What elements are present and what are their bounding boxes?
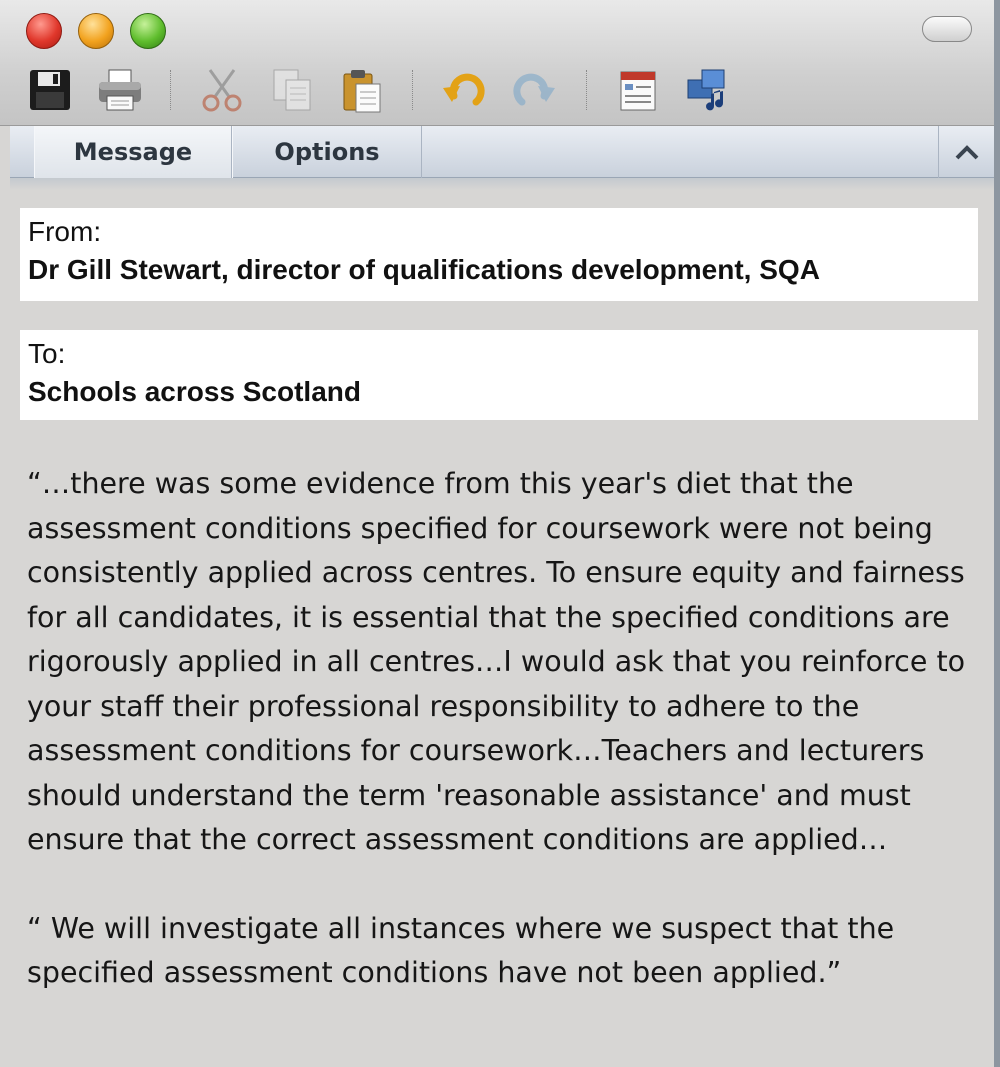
- to-value: Schools across Scotland: [28, 376, 361, 407]
- toolbar-toggle-button[interactable]: [922, 16, 972, 42]
- minimize-window-button[interactable]: [78, 13, 114, 49]
- tab-options[interactable]: Options: [232, 126, 422, 178]
- title-bar: [0, 0, 994, 126]
- to-label: To:: [28, 338, 66, 369]
- ribbon-shadow: [10, 178, 994, 190]
- toolbar-separator: [586, 70, 588, 110]
- attach-media-icon[interactable]: [682, 64, 734, 116]
- close-window-button[interactable]: [26, 13, 62, 49]
- paste-icon[interactable]: [336, 64, 388, 116]
- message-paragraph: “ We will investigate all instances where we suspect that the specified assessment conditions have not been applied.”: [27, 911, 895, 989]
- tab-message[interactable]: Message: [34, 126, 232, 178]
- address-book-icon[interactable]: [612, 64, 664, 116]
- message-body[interactable]: [27, 462, 987, 996]
- from-label: From:: [28, 216, 102, 247]
- save-icon[interactable]: [24, 64, 76, 116]
- tab-bar: [10, 126, 994, 178]
- undo-icon[interactable]: [438, 64, 490, 116]
- from-field[interactable]: [20, 208, 978, 301]
- toolbar: [24, 64, 784, 118]
- print-icon[interactable]: [94, 64, 146, 116]
- to-field[interactable]: [20, 330, 978, 420]
- zoom-window-button[interactable]: [130, 13, 166, 49]
- chevron-up-icon: [954, 143, 980, 161]
- copy-icon[interactable]: [266, 64, 318, 116]
- redo-icon[interactable]: [508, 64, 560, 116]
- message-paragraph: “…there was some evidence from this year's diet that the assessment conditions specified for coursework were not being consistently applied across centres. To ensure equity and fairness for all candidates, it is essential that the specified conditions are rigorously applied in all centres…I would ask that you reinforce to your staff their professional responsibility to adhere to the assessment conditions for coursework…Teachers and lecturers should understand the term 'reasonable assistance' and must ensure that the correct assessment conditions are applied…: [27, 467, 966, 856]
- toolbar-separator: [412, 70, 414, 110]
- paragraph-gap: [27, 863, 987, 907]
- toolbar-separator: [170, 70, 172, 110]
- collapse-ribbon-button[interactable]: [938, 126, 994, 178]
- from-value: Dr Gill Stewart, director of qualifications development, SQA: [28, 254, 820, 285]
- cut-icon[interactable]: [196, 64, 248, 116]
